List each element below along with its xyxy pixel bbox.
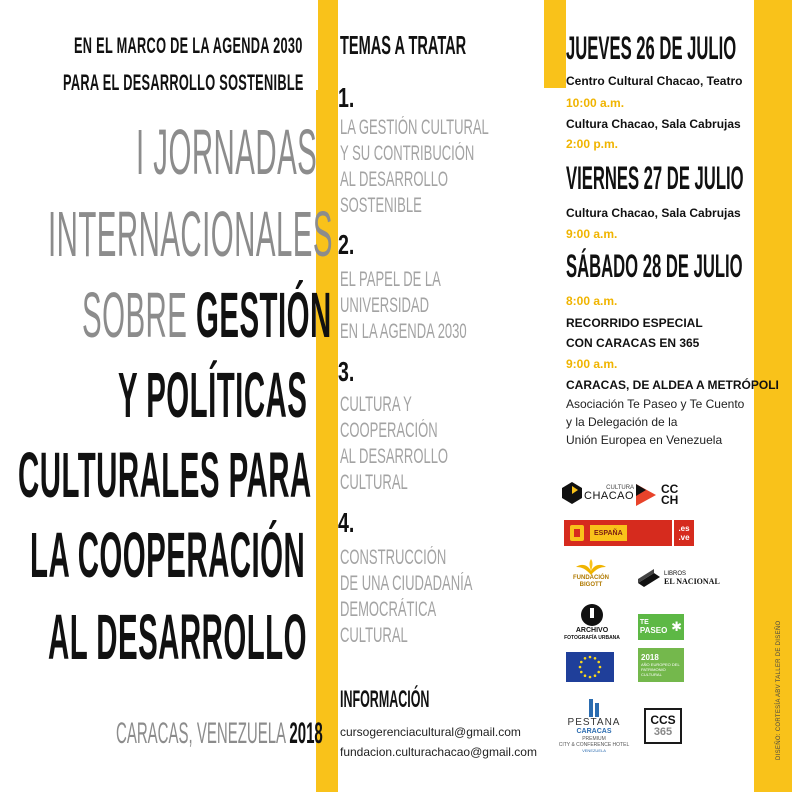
center-yellow-band — [318, 0, 338, 792]
schedule-yellow-strip — [544, 0, 566, 88]
intro-line-2: PARA EL DESARROLLO SOSTENIBLE — [63, 70, 304, 95]
title-line-2: INTERNACIONALES — [48, 198, 333, 270]
ccch-mark-icon — [634, 482, 658, 508]
topics-heading: TEMAS A TRATAR — [340, 30, 467, 60]
title-line-4: Y POLÍTICAS — [118, 359, 308, 431]
archivo-fotografia-urbana-logo — [556, 600, 628, 644]
right-yellow-band — [754, 0, 792, 792]
te-paseo-logo — [638, 614, 684, 640]
title-line-6: LA COOPERACIÓN — [30, 519, 306, 591]
libros-text-a: LIBROS — [664, 571, 687, 577]
topic-1-number: 1. — [338, 82, 355, 113]
title-line-3-gray: SOBRE — [82, 279, 188, 351]
city-year: 2018 — [289, 717, 323, 750]
libros-el-nacional-logo — [636, 566, 722, 590]
info-heading: INFORMACIÓN — [340, 686, 430, 713]
day-3-event-1a: RECORRIDO ESPECIAL — [566, 316, 703, 330]
title-line-1: I JORNADAS — [136, 116, 318, 188]
intro-line-1: EN EL MARCO DE LA AGENDA 2030 — [74, 33, 303, 58]
eu-stars-icon — [577, 654, 603, 680]
day-3-event-1b: CON CARACAS EN 365 — [566, 336, 700, 350]
pestana-caracas-logo — [554, 694, 634, 758]
title-line-5: CULTURALES PARA — [18, 439, 312, 511]
topic-2-line-3: EN LA AGENDA 2030 — [340, 320, 467, 343]
archivo-text-a: ARCHIVO — [575, 626, 609, 634]
topic-4-number: 4. — [338, 507, 355, 538]
day-2-time-1: 9:00 a.m. — [566, 227, 618, 241]
pestana-text-a: PESTANA — [567, 717, 621, 728]
pestana-mark-icon — [587, 699, 601, 717]
es-logo-bottom: .ve — [678, 533, 690, 542]
pestana-text-b: CARACAS — [576, 728, 612, 735]
day-3-time-1: 8:00 a.m. — [566, 294, 618, 308]
tepaseo-text-b: PASEO — [639, 626, 668, 635]
title-line-3 — [82, 279, 332, 351]
day-3-desc-3: Unión Europea en Venezuela — [566, 433, 723, 447]
day-1-place-2: Cultura Chacao, Sala Cabrujas — [566, 117, 741, 131]
topic-4-line-1: CONSTRUCCIÓN — [340, 546, 447, 569]
day-3-desc-2: y la Delegación de la — [566, 415, 678, 429]
tepaseo-text-a: TE — [639, 619, 649, 626]
bigott-text-a: FUNDACIÓN — [573, 575, 609, 581]
anio-text-b: AÑO EUROPEO DEL PATRIMONIO CULTURAL — [641, 662, 680, 677]
design-credit: DISEÑO: CORTESÍA ABV TALLER DE DISEÑO — [776, 620, 782, 760]
topic-4-line-3: DEMOCRÁTICA — [340, 598, 437, 621]
cultura-chacao-logo — [562, 476, 635, 510]
topic-1-line-1: LA GESTIÓN CULTURAL — [340, 116, 489, 139]
es-ve-logo — [674, 520, 694, 546]
pestana-text-e: VENEZUELA — [582, 748, 606, 753]
topic-2-line-1: EL PAPEL DE LA — [340, 268, 441, 291]
chacao-mark-icon — [562, 482, 582, 504]
day-3-heading: SÁBADO 28 DE JULIO — [566, 248, 743, 284]
day-3-time-2: 9:00 a.m. — [566, 357, 618, 371]
ccs-365-logo — [644, 708, 682, 744]
topic-3-line-1: CULTURA Y — [340, 393, 412, 416]
pestana-text-c: PREMIUM — [582, 736, 606, 742]
espana-logo-text: ESPAÑA — [594, 529, 623, 537]
day-1-time-2: 2:00 p.m. — [566, 137, 619, 151]
topic-3-number: 3. — [338, 356, 355, 387]
topic-1-line-3: AL DESARROLLO — [340, 168, 449, 191]
topic-1-line-2: Y SU CONTRIBUCIÓN — [340, 142, 475, 165]
ccch-logo-top: CC — [661, 482, 679, 496]
pestana-text-d: CITY & CONFERENCE HOTEL — [558, 742, 630, 748]
fundacion-bigott-logo — [566, 556, 616, 592]
topic-4-line-4: CULTURAL — [340, 624, 408, 647]
bigott-text-b: BIGOTT — [579, 582, 603, 588]
day-1-heading: JUEVES 26 DE JULIO — [566, 30, 737, 66]
eu-flag-logo — [566, 652, 614, 682]
ccch-logo-bottom: CH — [661, 493, 679, 507]
archivo-camera-icon — [580, 603, 604, 627]
title-line-7: AL DESARROLLO — [48, 601, 307, 673]
topic-3-line-2: COOPERACIÓN — [340, 419, 438, 442]
ccs-text-a: CCS — [650, 713, 676, 727]
center-yellow-band-left-edge — [316, 90, 320, 792]
chacao-logo-main: CHACAO — [584, 489, 635, 502]
es-logo-top: .es — [678, 524, 690, 533]
book-icon — [636, 569, 662, 587]
topic-3-line-3: AL DESARROLLO — [340, 445, 449, 468]
anio-text-a: 2018 — [641, 653, 659, 662]
ccch-logo — [634, 480, 694, 510]
day-2-place-1: Cultura Chacao, Sala Cabrujas — [566, 206, 741, 220]
espana-logo — [564, 520, 672, 546]
day-1-place-1: Centro Cultural Chacao, Teatro — [566, 74, 743, 88]
chacao-logo-top: CULTURA — [606, 484, 635, 491]
topic-2-number: 2. — [338, 229, 355, 260]
archivo-text-b: FOTOGRAFÍA URBANA — [564, 634, 620, 641]
info-email-2[interactable]: fundacion.culturachacao@gmail.com — [340, 745, 537, 759]
day-2-heading: VIERNES 27 DE JULIO — [566, 160, 744, 196]
topic-1-line-4: SOSTENIBLE — [340, 194, 422, 217]
day-3-event-2: CARACAS, DE ALDEA A METRÓPOLI — [566, 378, 779, 392]
info-email-1[interactable]: cursogerenciacultural@gmail.com — [340, 725, 521, 739]
libros-text-b: EL NACIONAL — [664, 577, 720, 586]
te-paseo-star-icon: ✱ — [671, 619, 683, 634]
day-3-desc-1: Asociación Te Paseo y Te Cuento — [566, 397, 745, 411]
bigott-leaf-icon — [576, 559, 606, 575]
topic-3-line-4: CULTURAL — [340, 471, 408, 494]
city-line — [116, 717, 323, 751]
title-line-3-black: GESTIÓN — [196, 279, 332, 351]
city-place: CARACAS, VENEZUELA — [116, 717, 286, 750]
topic-4-line-2: DE UNA CIUDADANÍA — [340, 572, 473, 595]
spain-coat-of-arms-icon — [568, 523, 586, 543]
topic-2-line-2: UNIVERSIDAD — [340, 294, 429, 317]
day-1-time-1: 10:00 a.m. — [566, 96, 625, 110]
ccs-text-b: 365 — [653, 726, 673, 738]
anio-europeo-patrimonio-logo — [638, 648, 684, 682]
